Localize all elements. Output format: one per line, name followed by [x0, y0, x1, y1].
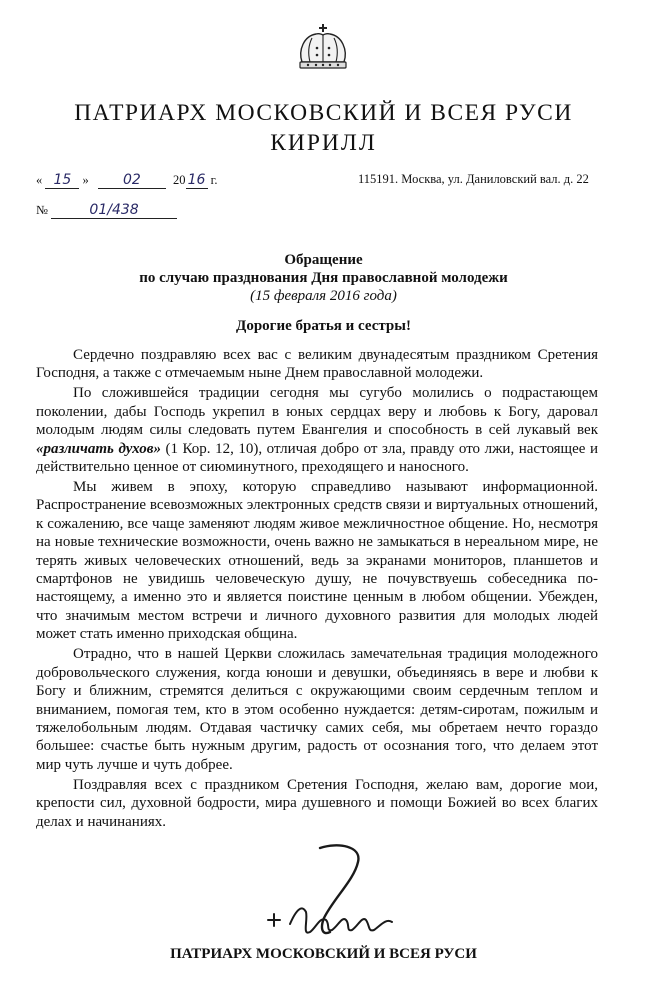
date-year-label: г. [210, 173, 218, 187]
letterhead-title: ПАТРИАРХ МОСКОВСКИЙ И ВСЕЯ РУСИ [74, 100, 573, 126]
greeting: Дорогие братья и сестры! [236, 318, 411, 334]
document-title: Обращение [284, 252, 363, 268]
paragraph-4: Отрадно, что в нашей Церкви сложилась замечательная традиция молодежного добровольческого служения, когда юноши и девушки, объединяясь в вере и любви к Богу и ближним, стремятся делиться с окружающими своим сердечным теплом и вниманием, помогая тем, кто в этом особенно нуждается: детям-сиротам, пожилым и тяжелобольным людям. Отдавая частичку самих себя, мы обретаем нечто гораздо большее: счастье быть нужным другим, радость от осознания того, что делаем этот мир чуть лучше и чуть добрее. [36, 646, 598, 773]
number-value: 01/438 [51, 202, 177, 219]
document-date: (15 февраля 2016 года) [250, 288, 397, 304]
document-subtitle: по случаю празднования Дня православной молодежи [139, 270, 508, 286]
paragraph-1: Сердечно поздравляю всех вас с великим двунадесятым праздником Сретения Господня, а также с отмечаемым ныне Днем православной молодежи. [36, 347, 598, 382]
letter-body [36, 346, 598, 833]
scripture-quote: «различать духов» [36, 440, 161, 457]
footer-title: ПАТРИАРХ МОСКОВСКИЙ И ВСЕЯ РУСИ [170, 946, 477, 962]
number-line [36, 202, 177, 219]
paragraph-2 [36, 384, 598, 476]
date-day: 15 [45, 172, 79, 189]
date-line [36, 172, 217, 189]
handwritten-signature [250, 840, 410, 950]
date-close-quote: » [82, 173, 89, 187]
paragraph-3: Мы живем в эпоху, которую справедливо называют информационной. Распространение всевозможных электронных средств связи и виртуальных отношений, к сожалению, все чаще заменяют людям живое межличностное общение. Но, несмотря на новые технические возможности, очень важно не замыкаться в нереальном мире, не терять живых человеческих отношений, ведь за экранами мониторов, планшетов и смартфонов не увидишь человеческую душу, не почувствуешь собеседника по-настоящему, а именно это и является поистине ценным в любом общении. Убежден, что значимым местом встречи и личного духовного развития для молодых людей может стать именно приходская община. [36, 479, 598, 643]
date-year-prefix: 20 [173, 173, 186, 187]
letterhead-name: КИРИЛЛ [270, 130, 377, 156]
paragraph-2-part-a: По сложившейся традиции сегодня мы сугубо молились о подрастающем поколении, дабы Господь укрепил в юных сердцах веру и любовь к Богу, даровал молодым людям силы следовать путем Евангелия и способность в сей лукавый век [36, 385, 598, 439]
date-open-quote: « [36, 173, 43, 187]
paragraph-2-part-b: (1 Кор. 12, 10), отличая добро от зла, правду ото лжи, настоящее и действительно ценное от сиюминутного, преходящего и наносного. [36, 440, 598, 476]
address: 115191. Москва, ул. Даниловский вал. д. 22 [358, 172, 589, 186]
date-month: 02 [98, 172, 166, 189]
number-label: № [36, 203, 48, 217]
patriarch-crown-emblem [290, 22, 356, 72]
date-year-suffix: 16 [186, 172, 208, 189]
paragraph-5: Поздравляя всех с праздником Сретения Господня, желаю вам, дорогие мои, крепости сил, духовной бодрости, мира душевного и помощи Божией во всех благих делах и начинаниях. [36, 776, 598, 830]
